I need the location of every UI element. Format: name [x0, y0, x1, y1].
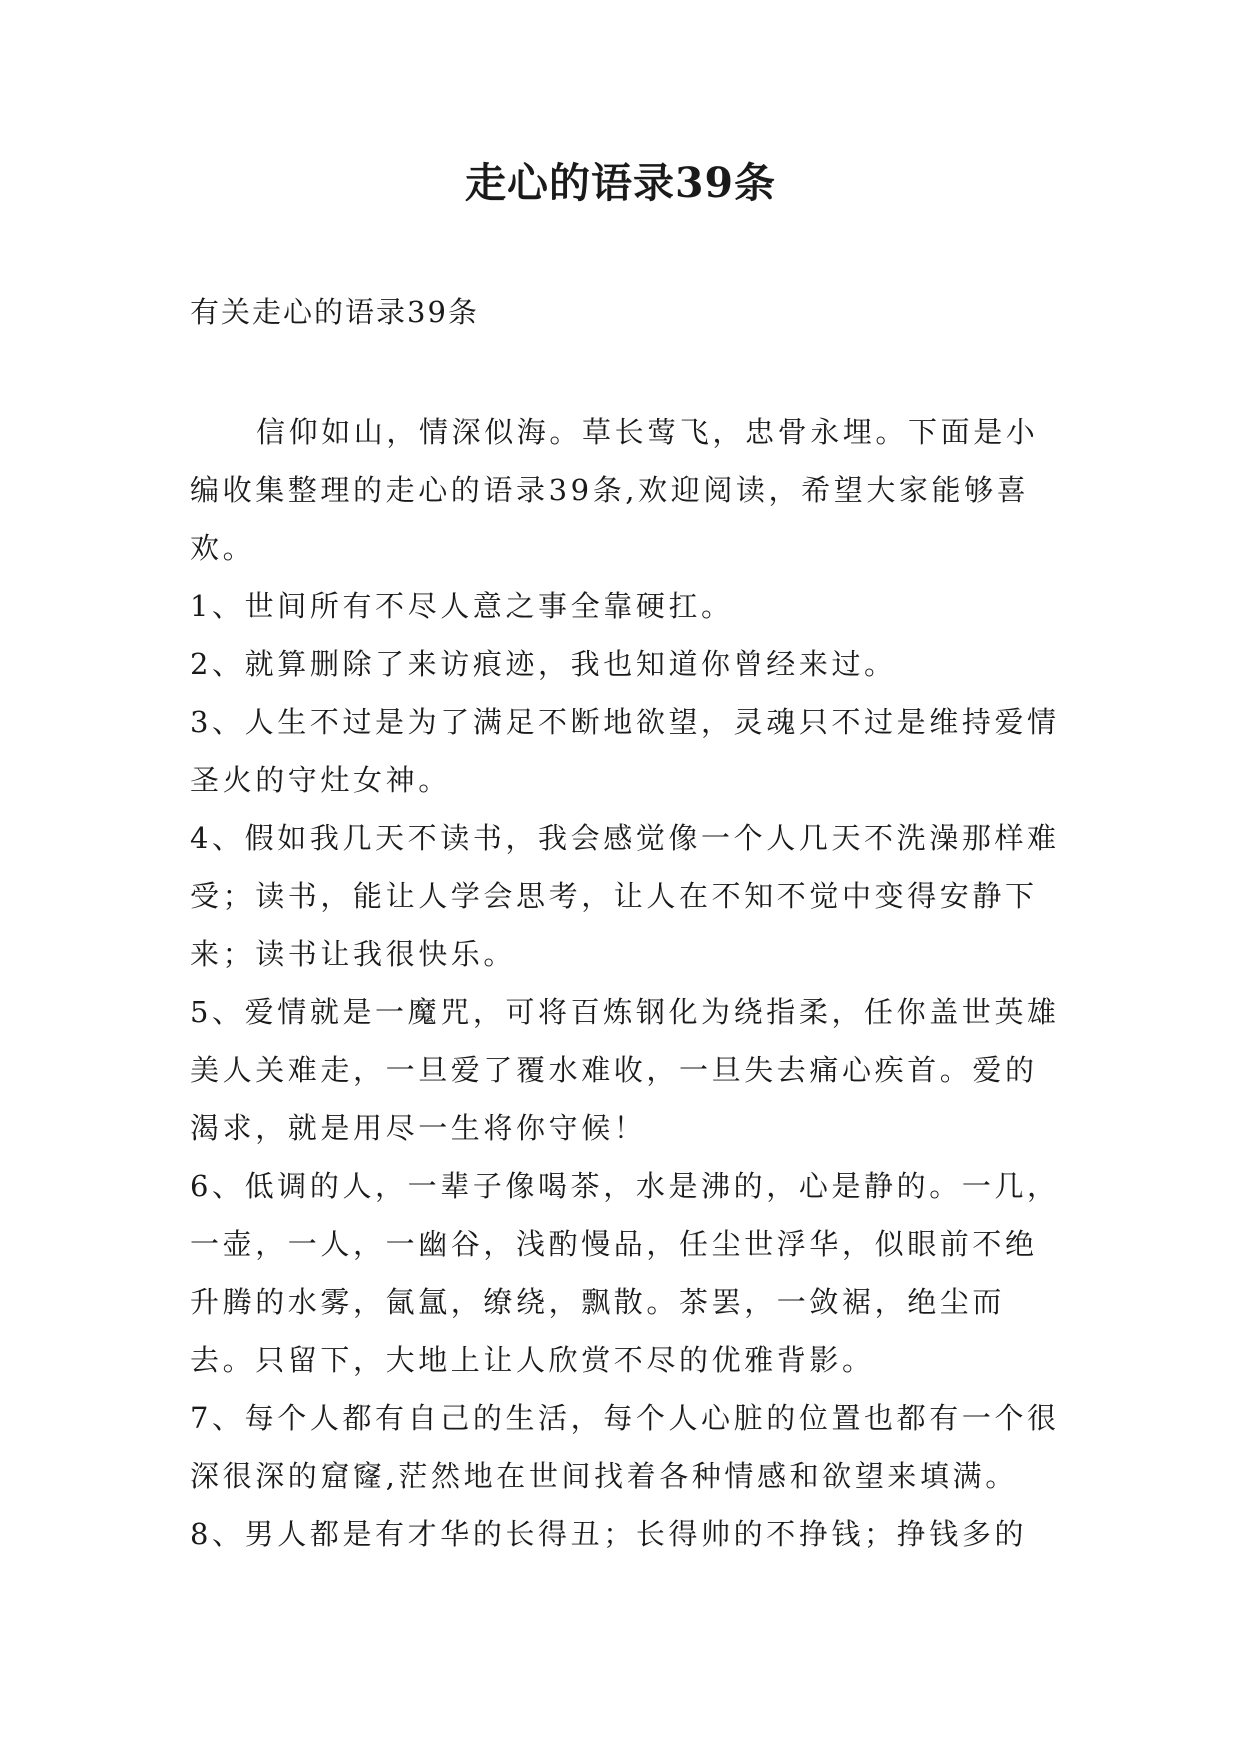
- quote-item-6: 6、低调的人，一辈子像喝茶，水是沸的，心是静的。一几，一壶，一人，一幽谷，浅酌慢品，任尘世浮华，似眼前不绝升腾的水雾，氤氲，缭绕，飘散。茶罢，一敛裾，绝尘而去。只留下，大地上让人欣赏不尽的优雅背影。: [190, 1169, 1060, 1377]
- quote-item-2: 2、就算删除了来访痕迹，我也知道你曾经来过。: [190, 647, 897, 681]
- quote-item-5: 5、爱情就是一魔咒，可将百炼钢化为绕指柔，任你盖世英雄美人关难走，一旦爱了覆水难收，一旦失去痛心疾首。爱的渴求，就是用尽一生将你守候！: [190, 995, 1060, 1145]
- quote-item-8: 8、男人都是有才华的长得丑；长得帅的不挣钱；挣钱多的: [190, 1517, 1028, 1551]
- document-title: 走心的语录39条: [464, 159, 777, 207]
- document-subtitle: 有关走心的语录39条: [190, 295, 479, 329]
- quote-item-7: 7、每个人都有自己的生活，每个人心脏的位置也都有一个很深很深的窟窿,茫然地在世间找着各种情感和欲望来填满。: [190, 1401, 1060, 1493]
- quote-item-3: 3、人生不过是为了满足不断地欲望，灵魂只不过是维持爱情圣火的守灶女神。: [190, 705, 1060, 797]
- quote-item-4: 4、假如我几天不读书，我会感觉像一个人几天不洗澡那样难受；读书，能让人学会思考，让人在不知不觉中变得安静下来；读书让我很快乐。: [190, 821, 1060, 971]
- intro-paragraph: 信仰如山，情深似海。草长莺飞，忠骨永埋。下面是小编收集整理的走心的语录39条,欢迎阅读，希望大家能够喜欢。: [190, 415, 1039, 565]
- quote-item-1: 1、世间所有不尽人意之事全靠硬扛。: [190, 589, 734, 623]
- document-body: [190, 403, 1060, 1563]
